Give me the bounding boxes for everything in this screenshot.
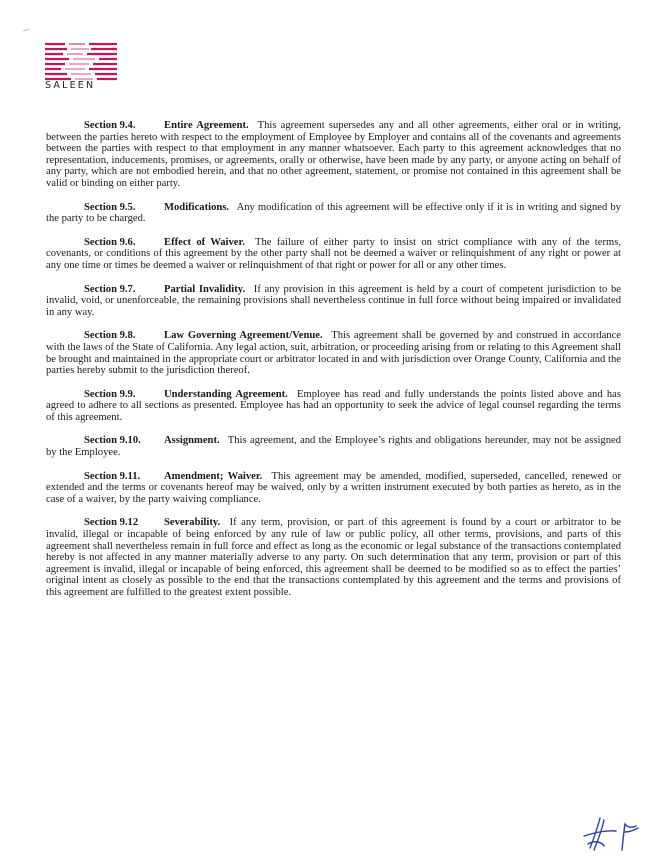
section-9-11: Section 9.11. Amendment; Waiver. This agreement may be amended, modified, superseded, cancelled, renewed or extended and the terms or covenants hereof may be waived, only by a written instrument executed by both parties as hereto, as in the case of a waiver, by the party waiving compliance. bbox=[46, 470, 621, 505]
section-9-7: Section 9.7. Partial Invalidity. If any provision in this agreement is held by a court of competent jurisdiction to be invalid, void, or unenforceable, the remaining provisions shall nevertheless continue in full force without being impaired or invalidated in any way. bbox=[46, 283, 621, 318]
section-9-8: Section 9.8. Law Governing Agreement/Venue. This agreement shall be governed by and construed in accordance with the laws of the State of California. Any legal action, suit, arbitration, or proceeding arising from or relating to this Agreement shall be brought and maintained in the appropriate court or arbitrator located in and with jurisdiction over Orange County, California and the parties hereby submit to the jurisdiction thereof. bbox=[46, 330, 621, 377]
document-body bbox=[46, 120, 621, 611]
section-9-9: Section 9.9. Understanding Agreement. Employee has read and fully understands the points listed above and has agreed to adhere to all sections as presented. Employee has had an opportunity to seek the advice of legal counsel regarding the terms of this agreement. bbox=[46, 388, 621, 423]
initials-signature-icon bbox=[580, 810, 650, 855]
section-9-10: Section 9.10. Assignment. This agreement, and the Employee’s rights and obligations hereunder, may not be assigned by the Employee. bbox=[46, 435, 621, 459]
section-9-5: Section 9.5. Modifications. Any modification of this agreement will be effective only if it is in writing and signed by the party to be charged. bbox=[46, 201, 621, 225]
section-9-6: Section 9.6. Effect of Waiver. The failure of either party to insist on strict compliance with any of the terms, covenants, or conditions of this agreement by the other party shall not be deemed a waiver or relinquishment of any right or power at any one time or times be deemed a waiver or relinquishment of that right or power for all or any other times. bbox=[46, 236, 621, 271]
scan-mark-icon bbox=[23, 28, 29, 32]
section-9-12: Section 9.12 Severability. If any term, provision, or part of this agreement is found by a court or arbitrator to be invalid, illegal or incapable of being enforced by any rule of law or public policy, all other terms, provisions, and parts of this agreement shall nevertheless remain in full force and effect as long as the economic or legal substance of the transactions contemplated hereby is not affected in any manner materially adverse to any party. On such determination that any term, provision or part of this agreement is invalid, illegal or incapable of being enforced, this agreement shall be deemed to be modified so as to effect the parties’ original intent as closely as possible to the end that the transactions contemplated by this agreement and the terms and provisions of this agreement are fulfilled to the greatest extent possible. bbox=[46, 517, 621, 598]
logo-wordmark: SALEEN bbox=[45, 80, 96, 91]
section-9-4: Section 9.4. Entire Agreement. This agreement supersedes any and all other agreements, either oral or in writing, between the parties hereto with respect to the employment of Employee by Employer and contains all of the covenants and agreements between the parties with respect to that employment in any manner whatsoever. Each party to this agreement acknowledges that no representation, inducements, promises, or agreements, orally or otherwise, have been made by any party, or anyone acting on behalf of any party, which are not embodied herein, and that no other agreement, statement, or promise not contained in this agreement shall be valid or binding on either party. bbox=[46, 120, 621, 189]
